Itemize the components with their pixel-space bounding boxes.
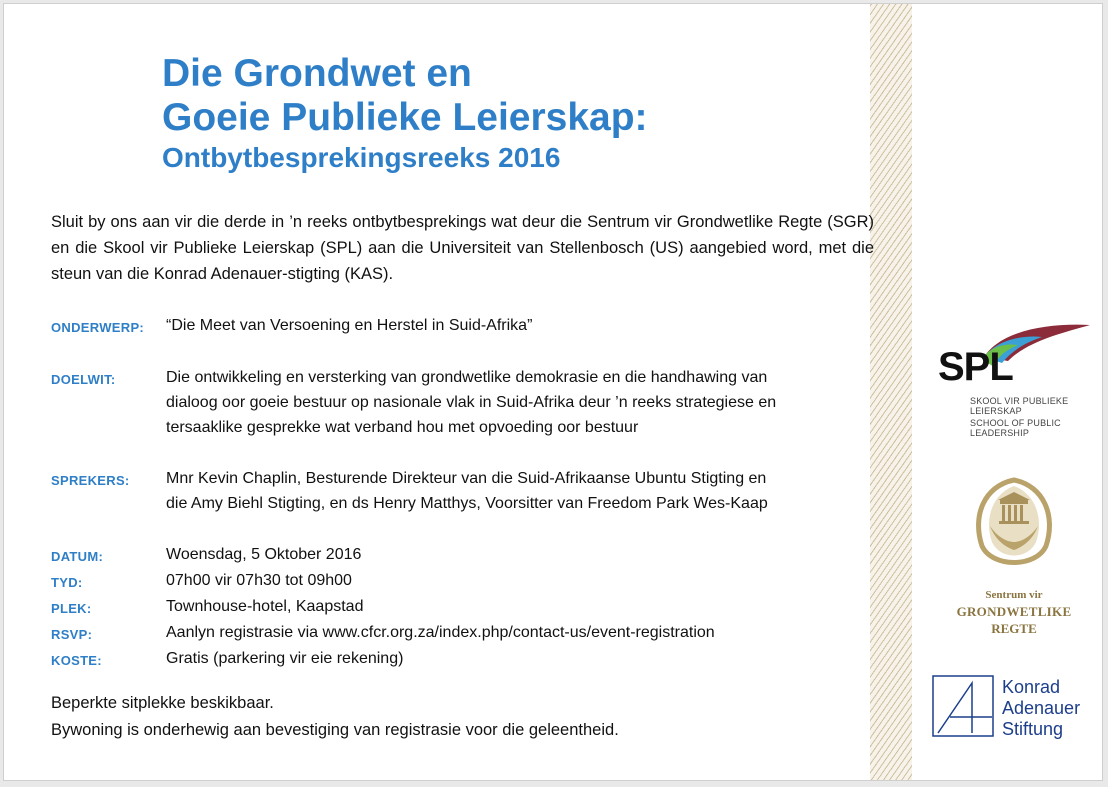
kas-emblem-icon <box>932 675 994 737</box>
spl-abbr: SPL <box>938 345 1013 389</box>
decorative-stripe-band <box>870 4 912 781</box>
rsvp-label: RSVP: <box>51 627 93 642</box>
doelwit-line-3: tersaaklike gesprekke wat verband hou met opvoeding oor bestuur <box>166 419 639 436</box>
plek-label: PLEK: <box>51 601 92 616</box>
kas-line-1: Konrad <box>1002 677 1061 697</box>
plek-value: Townhouse-hotel, Kaapstad <box>166 598 364 615</box>
spl-sub-3: SCHOOL OF PUBLIC <box>970 418 1061 428</box>
koste-value: Gratis (parkering vir eie rekening) <box>166 650 404 667</box>
sgr-line-2: GRONDWETLIKE <box>956 604 1072 619</box>
tyd-value: 07h00 vir 07h30 tot 09h00 <box>166 572 352 589</box>
sgr-line-1: Sentrum vir <box>985 589 1043 601</box>
sgr-logo <box>949 476 1079 641</box>
subtitle: Ontbytbesprekingsreeks 2016 <box>162 142 561 173</box>
sprekers-label: SPREKERS: <box>51 473 130 488</box>
spl-sub-4: LEADERSHIP <box>970 428 1030 438</box>
footer-notes <box>51 690 619 744</box>
spl-sub-2: LEIERSKAP <box>970 406 1022 416</box>
sprekers-line-2: die Amy Biehl Stigting, en ds Henry Matthys, Voorsitter van Freedom Park Wes-Kaap <box>166 495 768 512</box>
footer-line-2: Bywoning is onderhewig aan bevestiging van registrasie voor die geleentheid. <box>51 721 619 739</box>
intro-paragraph: Sluit by ons aan vir die derde in ’n reeks ontbytbesprekings wat deur die Sentrum vir Grondwetlike Regte (SGR) en die Skool vir Publieke Leierskap (SPL) aan die Universiteit van Stellenbosch (US) aangebied word, met die steun van die Konrad Adenauer-stigting (KAS). <box>51 213 874 283</box>
tyd-label: TYD: <box>51 575 83 590</box>
spl-sub-1: SKOOL VIR PUBLIEKE <box>970 396 1069 406</box>
spl-logo <box>932 319 1092 444</box>
sprekers-line-1: Mnr Kevin Chaplin, Besturende Direkteur van die Suid-Afrikaanse Ubuntu Stigting en <box>166 470 767 487</box>
invitation-page <box>3 3 1103 781</box>
rsvp-value: Aanlyn registrasie via www.cfcr.org.za/index.php/contact-us/event-registration <box>166 624 715 641</box>
sgr-emblem-icon <box>964 476 1064 576</box>
onderwerp-value: “Die Meet van Versoening en Herstel in Suid-Afrika” <box>166 317 533 334</box>
doelwit-label: DOELWIT: <box>51 372 116 387</box>
sgr-line-3: REGTE <box>991 621 1037 636</box>
page-title <box>162 52 648 175</box>
kas-line-3: Stiftung <box>1002 719 1064 739</box>
title-line-2: Goeie Publieke Leierskap: <box>162 96 648 139</box>
datum-label: DATUM: <box>51 549 104 564</box>
kas-line-2: Adenauer <box>1002 698 1081 718</box>
kas-logo <box>932 675 1092 745</box>
doelwit-line-2: dialoog oor goeie bestuur op nasionale vlak in Suid-Afrika deur ’n reeks strategiese en <box>166 394 777 411</box>
doelwit-line-1: Die ontwikkeling en versterking van grondwetlike demokrasie en die handhawing van <box>166 369 768 386</box>
datum-value: Woensdag, 5 Oktober 2016 <box>166 546 362 563</box>
footer-line-1: Beperkte sitplekke beskikbaar. <box>51 694 274 712</box>
title-line-1: Die Grondwet en <box>162 52 472 95</box>
koste-label: KOSTE: <box>51 653 102 668</box>
onderwerp-label: ONDERWERP: <box>51 320 145 335</box>
